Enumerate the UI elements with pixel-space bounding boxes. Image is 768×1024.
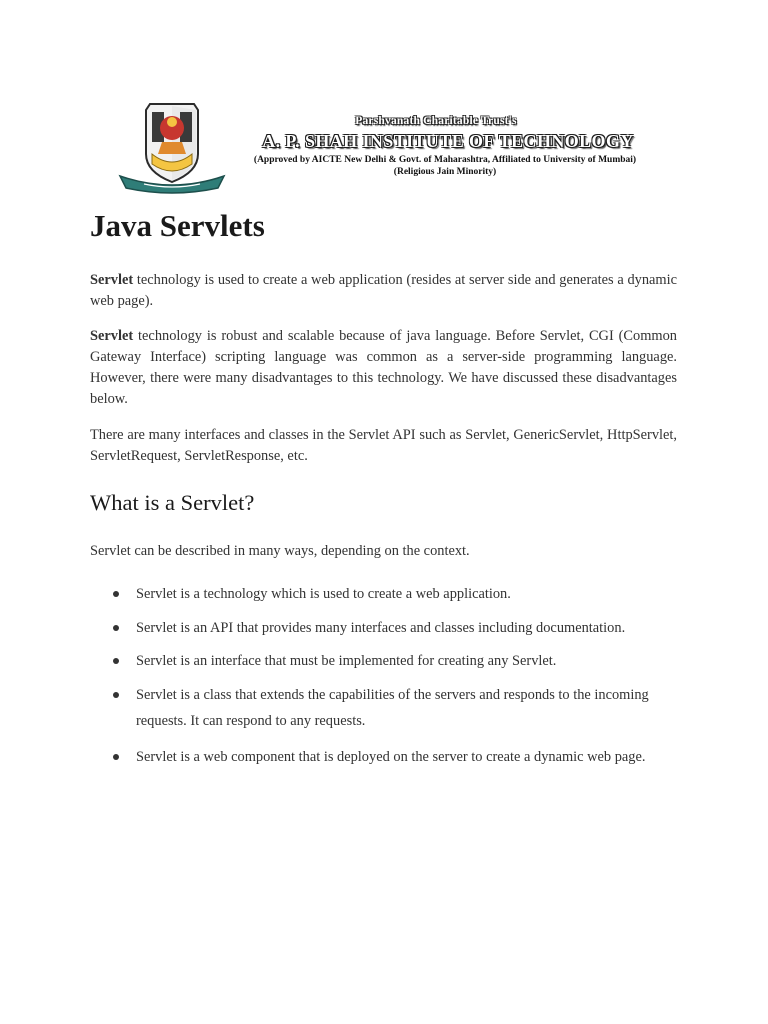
list-item-text: Servlet is a web component that is deployed on the server to create a dynamic web page. bbox=[136, 749, 646, 765]
bullet-dot-icon bbox=[113, 754, 119, 760]
list-item bbox=[136, 682, 681, 734]
section-intro: Servlet can be described in many ways, depending on the context. bbox=[90, 543, 470, 559]
bullet-dot-icon bbox=[113, 692, 119, 698]
paragraph-1 bbox=[90, 270, 677, 312]
bullet-dot-icon bbox=[113, 591, 119, 597]
list-item bbox=[136, 648, 681, 674]
trust-name: Parshvanath Charitable Trust's bbox=[355, 115, 517, 127]
bullet-dot-icon bbox=[113, 625, 119, 631]
paragraph-3: There are many interfaces and classes in the Servlet API such as Servlet, GenericServlet, HttpServlet, ServletRequest, ServletResponse, etc. bbox=[90, 427, 677, 464]
section-heading: What is a Servlet? bbox=[90, 490, 255, 515]
minority-line: (Religious Jain Minority) bbox=[393, 167, 497, 177]
list-item-text: Servlet is a class that extends the capabilities of the servers and responds to the incoming requests. It can respond to any requests. bbox=[136, 687, 649, 729]
paragraph-1-text: technology is used to create a web application (resides at server side and generates a dynamic web page). bbox=[90, 272, 677, 309]
institute-emblem-icon bbox=[114, 98, 230, 196]
list-item-text: Servlet is a technology which is used to create a web application. bbox=[136, 586, 511, 602]
paragraph-1-lead: Servlet bbox=[90, 272, 134, 288]
page-title: Java Servlets bbox=[90, 208, 265, 243]
letterhead bbox=[0, 0, 768, 200]
bullet-dot-icon bbox=[113, 658, 119, 664]
paragraph-2-text: technology is robust and scalable because of java language. Before Servlet, CGI (Common Gateway Interface) scripting language was common as a server-side programming language. However, there were many disadvantages to this technology. We have discussed these disadvantages below. bbox=[90, 328, 677, 407]
list-item bbox=[136, 581, 681, 607]
paragraph-2-lead: Servlet bbox=[90, 328, 134, 344]
list-item-text: Servlet is an API that provides many interfaces and classes including documentation. bbox=[136, 620, 626, 636]
list-item bbox=[136, 615, 681, 641]
institute-name: A. P. SHAH INSTITUTE OF TECHNOLOGY bbox=[262, 131, 634, 151]
list-item-text: Servlet is an interface that must be implemented for creating any Servlet. bbox=[136, 653, 557, 669]
list-item bbox=[136, 744, 681, 770]
paragraph-2 bbox=[90, 326, 677, 410]
approval-line: (Approved by AICTE New Delhi & Govt. of Maharashtra, Affiliated to University of Mumbai) bbox=[253, 155, 637, 165]
